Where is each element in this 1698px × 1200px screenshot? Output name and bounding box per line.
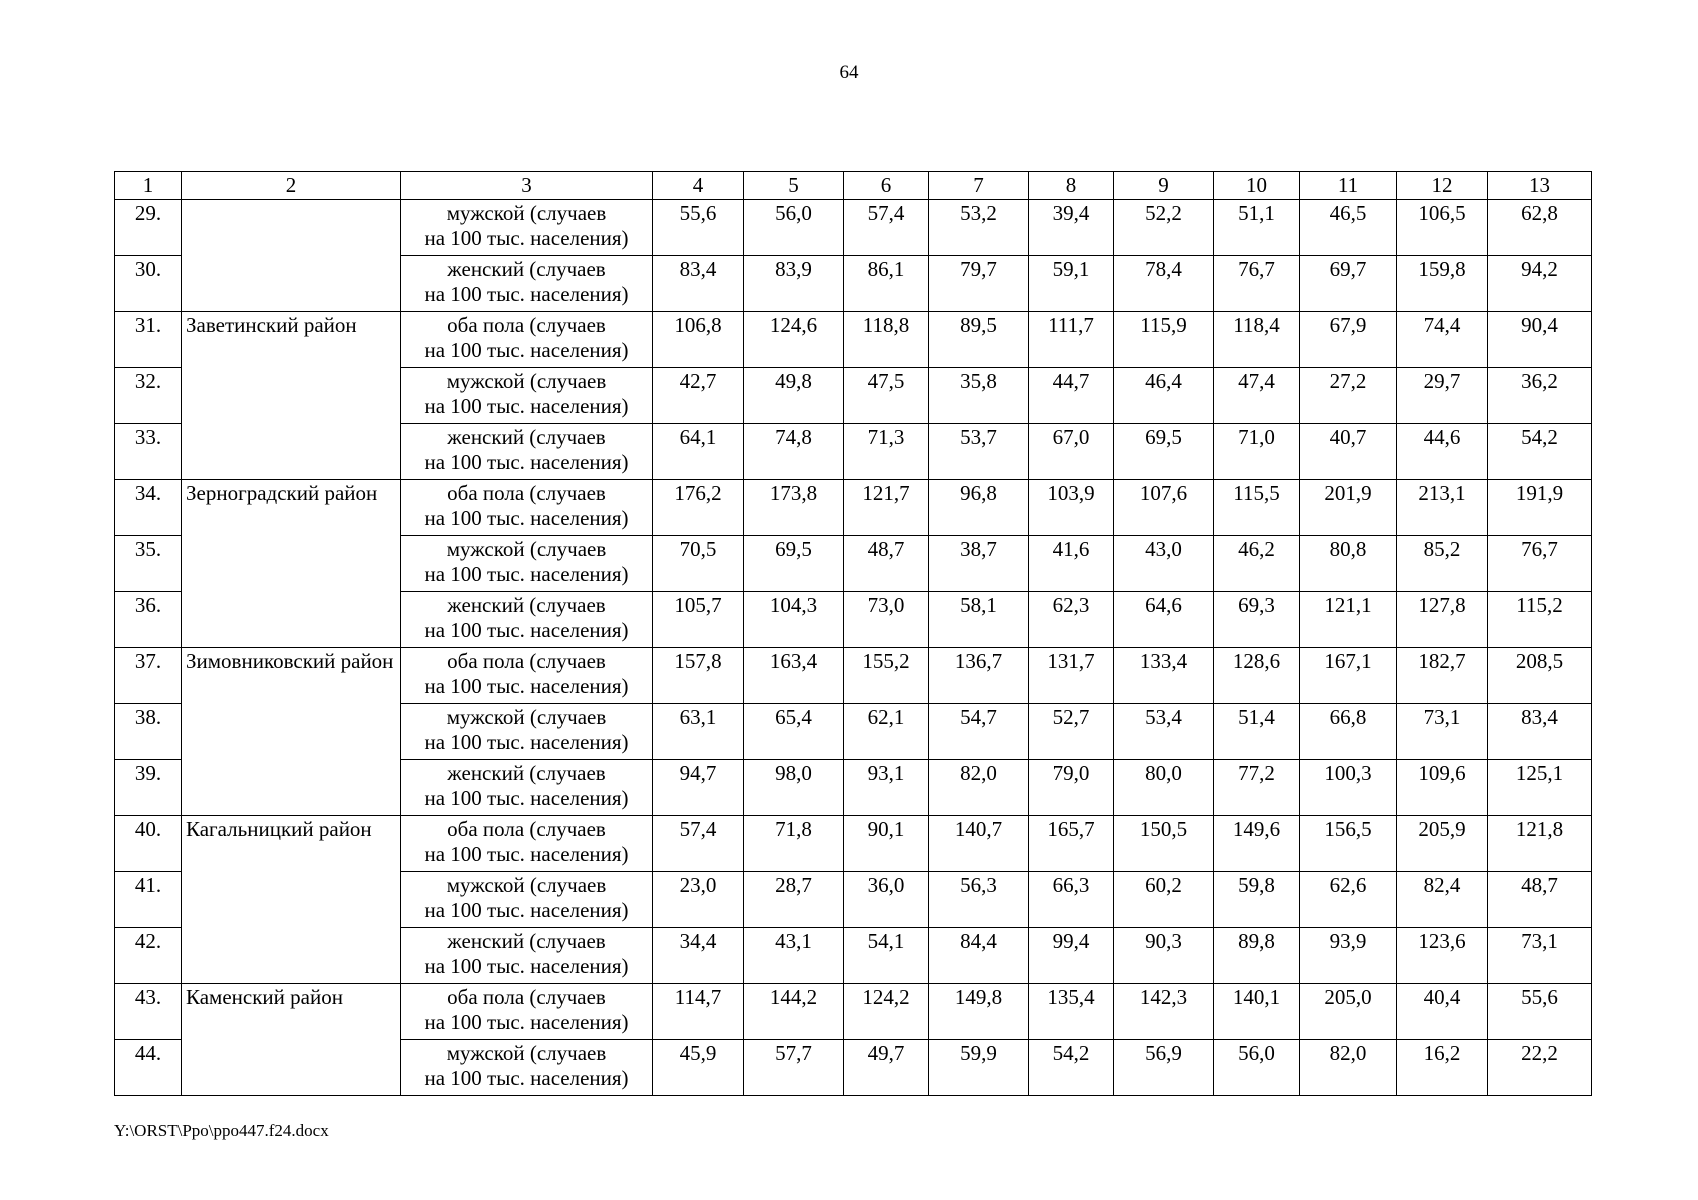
value-cell: 84,4 xyxy=(929,928,1029,984)
value-cell: 59,8 xyxy=(1214,872,1300,928)
value-cell: 41,6 xyxy=(1029,536,1114,592)
indicator-line: на 100 тыс. населения) xyxy=(424,450,629,475)
value-cell: 22,2 xyxy=(1488,1040,1592,1096)
value-cell: 65,4 xyxy=(744,704,844,760)
column-number: 9 xyxy=(1114,172,1214,200)
indicator-line: на 100 тыс. населения) xyxy=(424,562,629,587)
row-number: 35. xyxy=(115,536,182,592)
value-cell: 66,3 xyxy=(1029,872,1114,928)
value-cell: 94,7 xyxy=(653,760,744,816)
value-cell: 55,6 xyxy=(653,200,744,256)
indicator-line: мужской (случаев xyxy=(446,1041,607,1065)
value-cell: 127,8 xyxy=(1397,592,1488,648)
value-cell: 150,5 xyxy=(1114,816,1214,872)
value-cell: 62,3 xyxy=(1029,592,1114,648)
indicator-label xyxy=(401,760,653,816)
table-row xyxy=(115,816,1592,872)
value-cell: 155,2 xyxy=(844,648,929,704)
indicator-line: на 100 тыс. населения) xyxy=(424,730,629,755)
value-cell: 176,2 xyxy=(653,480,744,536)
value-cell: 205,0 xyxy=(1300,984,1397,1040)
value-cell: 67,9 xyxy=(1300,312,1397,368)
value-cell: 46,2 xyxy=(1214,536,1300,592)
value-cell: 77,2 xyxy=(1214,760,1300,816)
region-name: Кагальницкий район xyxy=(182,816,401,984)
value-cell: 69,3 xyxy=(1214,592,1300,648)
value-cell: 71,3 xyxy=(844,424,929,480)
column-number: 3 xyxy=(401,172,653,200)
indicator-label xyxy=(401,816,653,872)
indicator-label xyxy=(401,200,653,256)
indicator-label xyxy=(401,704,653,760)
value-cell: 60,2 xyxy=(1114,872,1214,928)
value-cell: 34,4 xyxy=(653,928,744,984)
value-cell: 140,1 xyxy=(1214,984,1300,1040)
value-cell: 51,4 xyxy=(1214,704,1300,760)
value-cell: 82,4 xyxy=(1397,872,1488,928)
value-cell: 56,0 xyxy=(744,200,844,256)
value-cell: 42,7 xyxy=(653,368,744,424)
value-cell: 96,8 xyxy=(929,480,1029,536)
indicator-label xyxy=(401,592,653,648)
value-cell: 52,7 xyxy=(1029,704,1114,760)
value-cell: 167,1 xyxy=(1300,648,1397,704)
row-number: 42. xyxy=(115,928,182,984)
value-cell: 55,6 xyxy=(1488,984,1592,1040)
value-cell: 71,0 xyxy=(1214,424,1300,480)
page-number: 64 xyxy=(839,62,859,83)
value-cell: 106,5 xyxy=(1397,200,1488,256)
column-number: 7 xyxy=(929,172,1029,200)
value-cell: 66,8 xyxy=(1300,704,1397,760)
value-cell: 73,1 xyxy=(1397,704,1488,760)
value-cell: 128,6 xyxy=(1214,648,1300,704)
value-cell: 83,4 xyxy=(653,256,744,312)
value-cell: 35,8 xyxy=(929,368,1029,424)
indicator-line: на 100 тыс. населения) xyxy=(424,226,629,251)
footer-file-path: Y:\ORST\Ppo\ppo447.f24.docx xyxy=(114,1121,329,1140)
value-cell: 103,9 xyxy=(1029,480,1114,536)
value-cell: 73,0 xyxy=(844,592,929,648)
row-number: 40. xyxy=(115,816,182,872)
value-cell: 94,2 xyxy=(1488,256,1592,312)
value-cell: 140,7 xyxy=(929,816,1029,872)
indicator-label xyxy=(401,480,653,536)
value-cell: 82,0 xyxy=(929,760,1029,816)
value-cell: 82,0 xyxy=(1300,1040,1397,1096)
indicator-label xyxy=(401,872,653,928)
value-cell: 83,9 xyxy=(744,256,844,312)
value-cell: 121,8 xyxy=(1488,816,1592,872)
value-cell: 54,2 xyxy=(1029,1040,1114,1096)
value-cell: 59,9 xyxy=(929,1040,1029,1096)
column-number: 5 xyxy=(744,172,844,200)
column-number-row xyxy=(115,172,1592,200)
indicator-line: женский (случаев xyxy=(447,593,606,617)
value-cell: 191,9 xyxy=(1488,480,1592,536)
region-name: Каменский район xyxy=(182,984,401,1096)
value-cell: 90,3 xyxy=(1114,928,1214,984)
column-number: 12 xyxy=(1397,172,1488,200)
value-cell: 39,4 xyxy=(1029,200,1114,256)
value-cell: 149,8 xyxy=(929,984,1029,1040)
value-cell: 76,7 xyxy=(1488,536,1592,592)
value-cell: 99,4 xyxy=(1029,928,1114,984)
value-cell: 78,4 xyxy=(1114,256,1214,312)
row-number: 32. xyxy=(115,368,182,424)
value-cell: 90,1 xyxy=(844,816,929,872)
value-cell: 59,1 xyxy=(1029,256,1114,312)
indicator-line: на 100 тыс. населения) xyxy=(424,506,629,531)
region-name xyxy=(182,200,401,312)
indicator-line: на 100 тыс. населения) xyxy=(424,674,629,699)
indicator-line: мужской (случаев xyxy=(446,873,607,897)
indicator-line: оба пола (случаев xyxy=(447,481,606,505)
value-cell: 121,1 xyxy=(1300,592,1397,648)
value-cell: 40,4 xyxy=(1397,984,1488,1040)
row-number: 39. xyxy=(115,760,182,816)
value-cell: 47,5 xyxy=(844,368,929,424)
value-cell: 144,2 xyxy=(744,984,844,1040)
value-cell: 45,9 xyxy=(653,1040,744,1096)
value-cell: 62,8 xyxy=(1488,200,1592,256)
value-cell: 109,6 xyxy=(1397,760,1488,816)
value-cell: 51,1 xyxy=(1214,200,1300,256)
indicator-label xyxy=(401,424,653,480)
column-number: 2 xyxy=(182,172,401,200)
value-cell: 208,5 xyxy=(1488,648,1592,704)
value-cell: 133,4 xyxy=(1114,648,1214,704)
table-row xyxy=(115,984,1592,1040)
value-cell: 115,2 xyxy=(1488,592,1592,648)
value-cell: 46,5 xyxy=(1300,200,1397,256)
value-cell: 115,5 xyxy=(1214,480,1300,536)
row-number: 36. xyxy=(115,592,182,648)
column-number: 4 xyxy=(653,172,744,200)
indicator-line: на 100 тыс. населения) xyxy=(424,1010,629,1035)
value-cell: 67,0 xyxy=(1029,424,1114,480)
indicator-line: на 100 тыс. населения) xyxy=(424,842,629,867)
column-number: 10 xyxy=(1214,172,1300,200)
row-number: 44. xyxy=(115,1040,182,1096)
value-cell: 125,1 xyxy=(1488,760,1592,816)
table-row xyxy=(115,648,1592,704)
row-number: 30. xyxy=(115,256,182,312)
row-number: 43. xyxy=(115,984,182,1040)
value-cell: 79,7 xyxy=(929,256,1029,312)
row-number: 33. xyxy=(115,424,182,480)
region-name: Зерноградский район xyxy=(182,480,401,648)
value-cell: 69,5 xyxy=(744,536,844,592)
indicator-line: женский (случаев xyxy=(447,425,606,449)
value-cell: 114,7 xyxy=(653,984,744,1040)
value-cell: 71,8 xyxy=(744,816,844,872)
value-cell: 100,3 xyxy=(1300,760,1397,816)
indicator-label xyxy=(401,536,653,592)
indicator-line: мужской (случаев xyxy=(446,369,607,393)
value-cell: 48,7 xyxy=(1488,872,1592,928)
value-cell: 56,9 xyxy=(1114,1040,1214,1096)
column-number: 13 xyxy=(1488,172,1592,200)
value-cell: 107,6 xyxy=(1114,480,1214,536)
value-cell: 64,6 xyxy=(1114,592,1214,648)
value-cell: 38,7 xyxy=(929,536,1029,592)
value-cell: 44,6 xyxy=(1397,424,1488,480)
value-cell: 149,6 xyxy=(1214,816,1300,872)
row-number: 38. xyxy=(115,704,182,760)
value-cell: 76,7 xyxy=(1214,256,1300,312)
table-row xyxy=(115,312,1592,368)
value-cell: 58,1 xyxy=(929,592,1029,648)
value-cell: 93,1 xyxy=(844,760,929,816)
value-cell: 48,7 xyxy=(844,536,929,592)
value-cell: 89,5 xyxy=(929,312,1029,368)
value-cell: 89,8 xyxy=(1214,928,1300,984)
value-cell: 36,0 xyxy=(844,872,929,928)
indicator-line: мужской (случаев xyxy=(446,705,607,729)
indicator-line: женский (случаев xyxy=(447,257,606,281)
value-cell: 43,0 xyxy=(1114,536,1214,592)
indicator-line: оба пола (случаев xyxy=(447,817,606,841)
row-number: 34. xyxy=(115,480,182,536)
indicator-label xyxy=(401,256,653,312)
value-cell: 49,7 xyxy=(844,1040,929,1096)
value-cell: 28,7 xyxy=(744,872,844,928)
value-cell: 142,3 xyxy=(1114,984,1214,1040)
value-cell: 70,5 xyxy=(653,536,744,592)
value-cell: 62,6 xyxy=(1300,872,1397,928)
table-row xyxy=(115,480,1592,536)
region-name: Зимовниковский район xyxy=(182,648,401,816)
indicator-line: оба пола (случаев xyxy=(447,985,606,1009)
column-number: 6 xyxy=(844,172,929,200)
value-cell: 47,4 xyxy=(1214,368,1300,424)
indicator-line: на 100 тыс. населения) xyxy=(424,338,629,363)
value-cell: 69,5 xyxy=(1114,424,1214,480)
value-cell: 159,8 xyxy=(1397,256,1488,312)
value-cell: 156,5 xyxy=(1300,816,1397,872)
indicator-label xyxy=(401,984,653,1040)
table-row xyxy=(115,200,1592,256)
indicator-label xyxy=(401,648,653,704)
value-cell: 85,2 xyxy=(1397,536,1488,592)
value-cell: 27,2 xyxy=(1300,368,1397,424)
value-cell: 124,2 xyxy=(844,984,929,1040)
value-cell: 57,4 xyxy=(844,200,929,256)
value-cell: 104,3 xyxy=(744,592,844,648)
value-cell: 201,9 xyxy=(1300,480,1397,536)
row-number: 37. xyxy=(115,648,182,704)
value-cell: 121,7 xyxy=(844,480,929,536)
statistics-table xyxy=(114,171,1592,1096)
value-cell: 205,9 xyxy=(1397,816,1488,872)
value-cell: 111,7 xyxy=(1029,312,1114,368)
value-cell: 73,1 xyxy=(1488,928,1592,984)
indicator-label xyxy=(401,312,653,368)
value-cell: 36,2 xyxy=(1488,368,1592,424)
value-cell: 62,1 xyxy=(844,704,929,760)
value-cell: 49,8 xyxy=(744,368,844,424)
value-cell: 93,9 xyxy=(1300,928,1397,984)
value-cell: 90,4 xyxy=(1488,312,1592,368)
indicator-line: на 100 тыс. населения) xyxy=(424,394,629,419)
value-cell: 54,1 xyxy=(844,928,929,984)
row-number: 41. xyxy=(115,872,182,928)
value-cell: 118,8 xyxy=(844,312,929,368)
indicator-label xyxy=(401,928,653,984)
value-cell: 44,7 xyxy=(1029,368,1114,424)
indicator-label xyxy=(401,1040,653,1096)
column-number: 8 xyxy=(1029,172,1114,200)
value-cell: 136,7 xyxy=(929,648,1029,704)
value-cell: 157,8 xyxy=(653,648,744,704)
value-cell: 16,2 xyxy=(1397,1040,1488,1096)
value-cell: 106,8 xyxy=(653,312,744,368)
indicator-line: оба пола (случаев xyxy=(447,313,606,337)
indicator-line: женский (случаев xyxy=(447,761,606,785)
row-number: 31. xyxy=(115,312,182,368)
value-cell: 182,7 xyxy=(1397,648,1488,704)
value-cell: 115,9 xyxy=(1114,312,1214,368)
indicator-line: на 100 тыс. населения) xyxy=(424,1066,629,1091)
value-cell: 173,8 xyxy=(744,480,844,536)
indicator-line: оба пола (случаев xyxy=(447,649,606,673)
value-cell: 56,0 xyxy=(1214,1040,1300,1096)
value-cell: 105,7 xyxy=(653,592,744,648)
indicator-line: мужской (случаев xyxy=(446,537,607,561)
column-number: 11 xyxy=(1300,172,1397,200)
value-cell: 57,4 xyxy=(653,816,744,872)
value-cell: 29,7 xyxy=(1397,368,1488,424)
indicator-line: на 100 тыс. населения) xyxy=(424,898,629,923)
value-cell: 53,2 xyxy=(929,200,1029,256)
value-cell: 123,6 xyxy=(1397,928,1488,984)
value-cell: 86,1 xyxy=(844,256,929,312)
value-cell: 165,7 xyxy=(1029,816,1114,872)
column-number: 1 xyxy=(115,172,182,200)
value-cell: 83,4 xyxy=(1488,704,1592,760)
indicator-label xyxy=(401,368,653,424)
value-cell: 57,7 xyxy=(744,1040,844,1096)
value-cell: 118,4 xyxy=(1214,312,1300,368)
region-name: Заветинский район xyxy=(182,312,401,480)
indicator-line: на 100 тыс. населения) xyxy=(424,786,629,811)
value-cell: 23,0 xyxy=(653,872,744,928)
value-cell: 56,3 xyxy=(929,872,1029,928)
value-cell: 74,8 xyxy=(744,424,844,480)
value-cell: 53,7 xyxy=(929,424,1029,480)
value-cell: 80,0 xyxy=(1114,760,1214,816)
value-cell: 163,4 xyxy=(744,648,844,704)
value-cell: 213,1 xyxy=(1397,480,1488,536)
value-cell: 52,2 xyxy=(1114,200,1214,256)
value-cell: 80,8 xyxy=(1300,536,1397,592)
row-number: 29. xyxy=(115,200,182,256)
value-cell: 40,7 xyxy=(1300,424,1397,480)
value-cell: 98,0 xyxy=(744,760,844,816)
value-cell: 43,1 xyxy=(744,928,844,984)
value-cell: 135,4 xyxy=(1029,984,1114,1040)
indicator-line: на 100 тыс. населения) xyxy=(424,618,629,643)
indicator-line: мужской (случаев xyxy=(446,201,607,225)
value-cell: 131,7 xyxy=(1029,648,1114,704)
indicator-line: женский (случаев xyxy=(447,929,606,953)
value-cell: 124,6 xyxy=(744,312,844,368)
value-cell: 54,7 xyxy=(929,704,1029,760)
indicator-line: на 100 тыс. населения) xyxy=(424,282,629,307)
value-cell: 74,4 xyxy=(1397,312,1488,368)
value-cell: 54,2 xyxy=(1488,424,1592,480)
value-cell: 64,1 xyxy=(653,424,744,480)
value-cell: 79,0 xyxy=(1029,760,1114,816)
value-cell: 69,7 xyxy=(1300,256,1397,312)
value-cell: 46,4 xyxy=(1114,368,1214,424)
value-cell: 53,4 xyxy=(1114,704,1214,760)
indicator-line: на 100 тыс. населения) xyxy=(424,954,629,979)
value-cell: 63,1 xyxy=(653,704,744,760)
